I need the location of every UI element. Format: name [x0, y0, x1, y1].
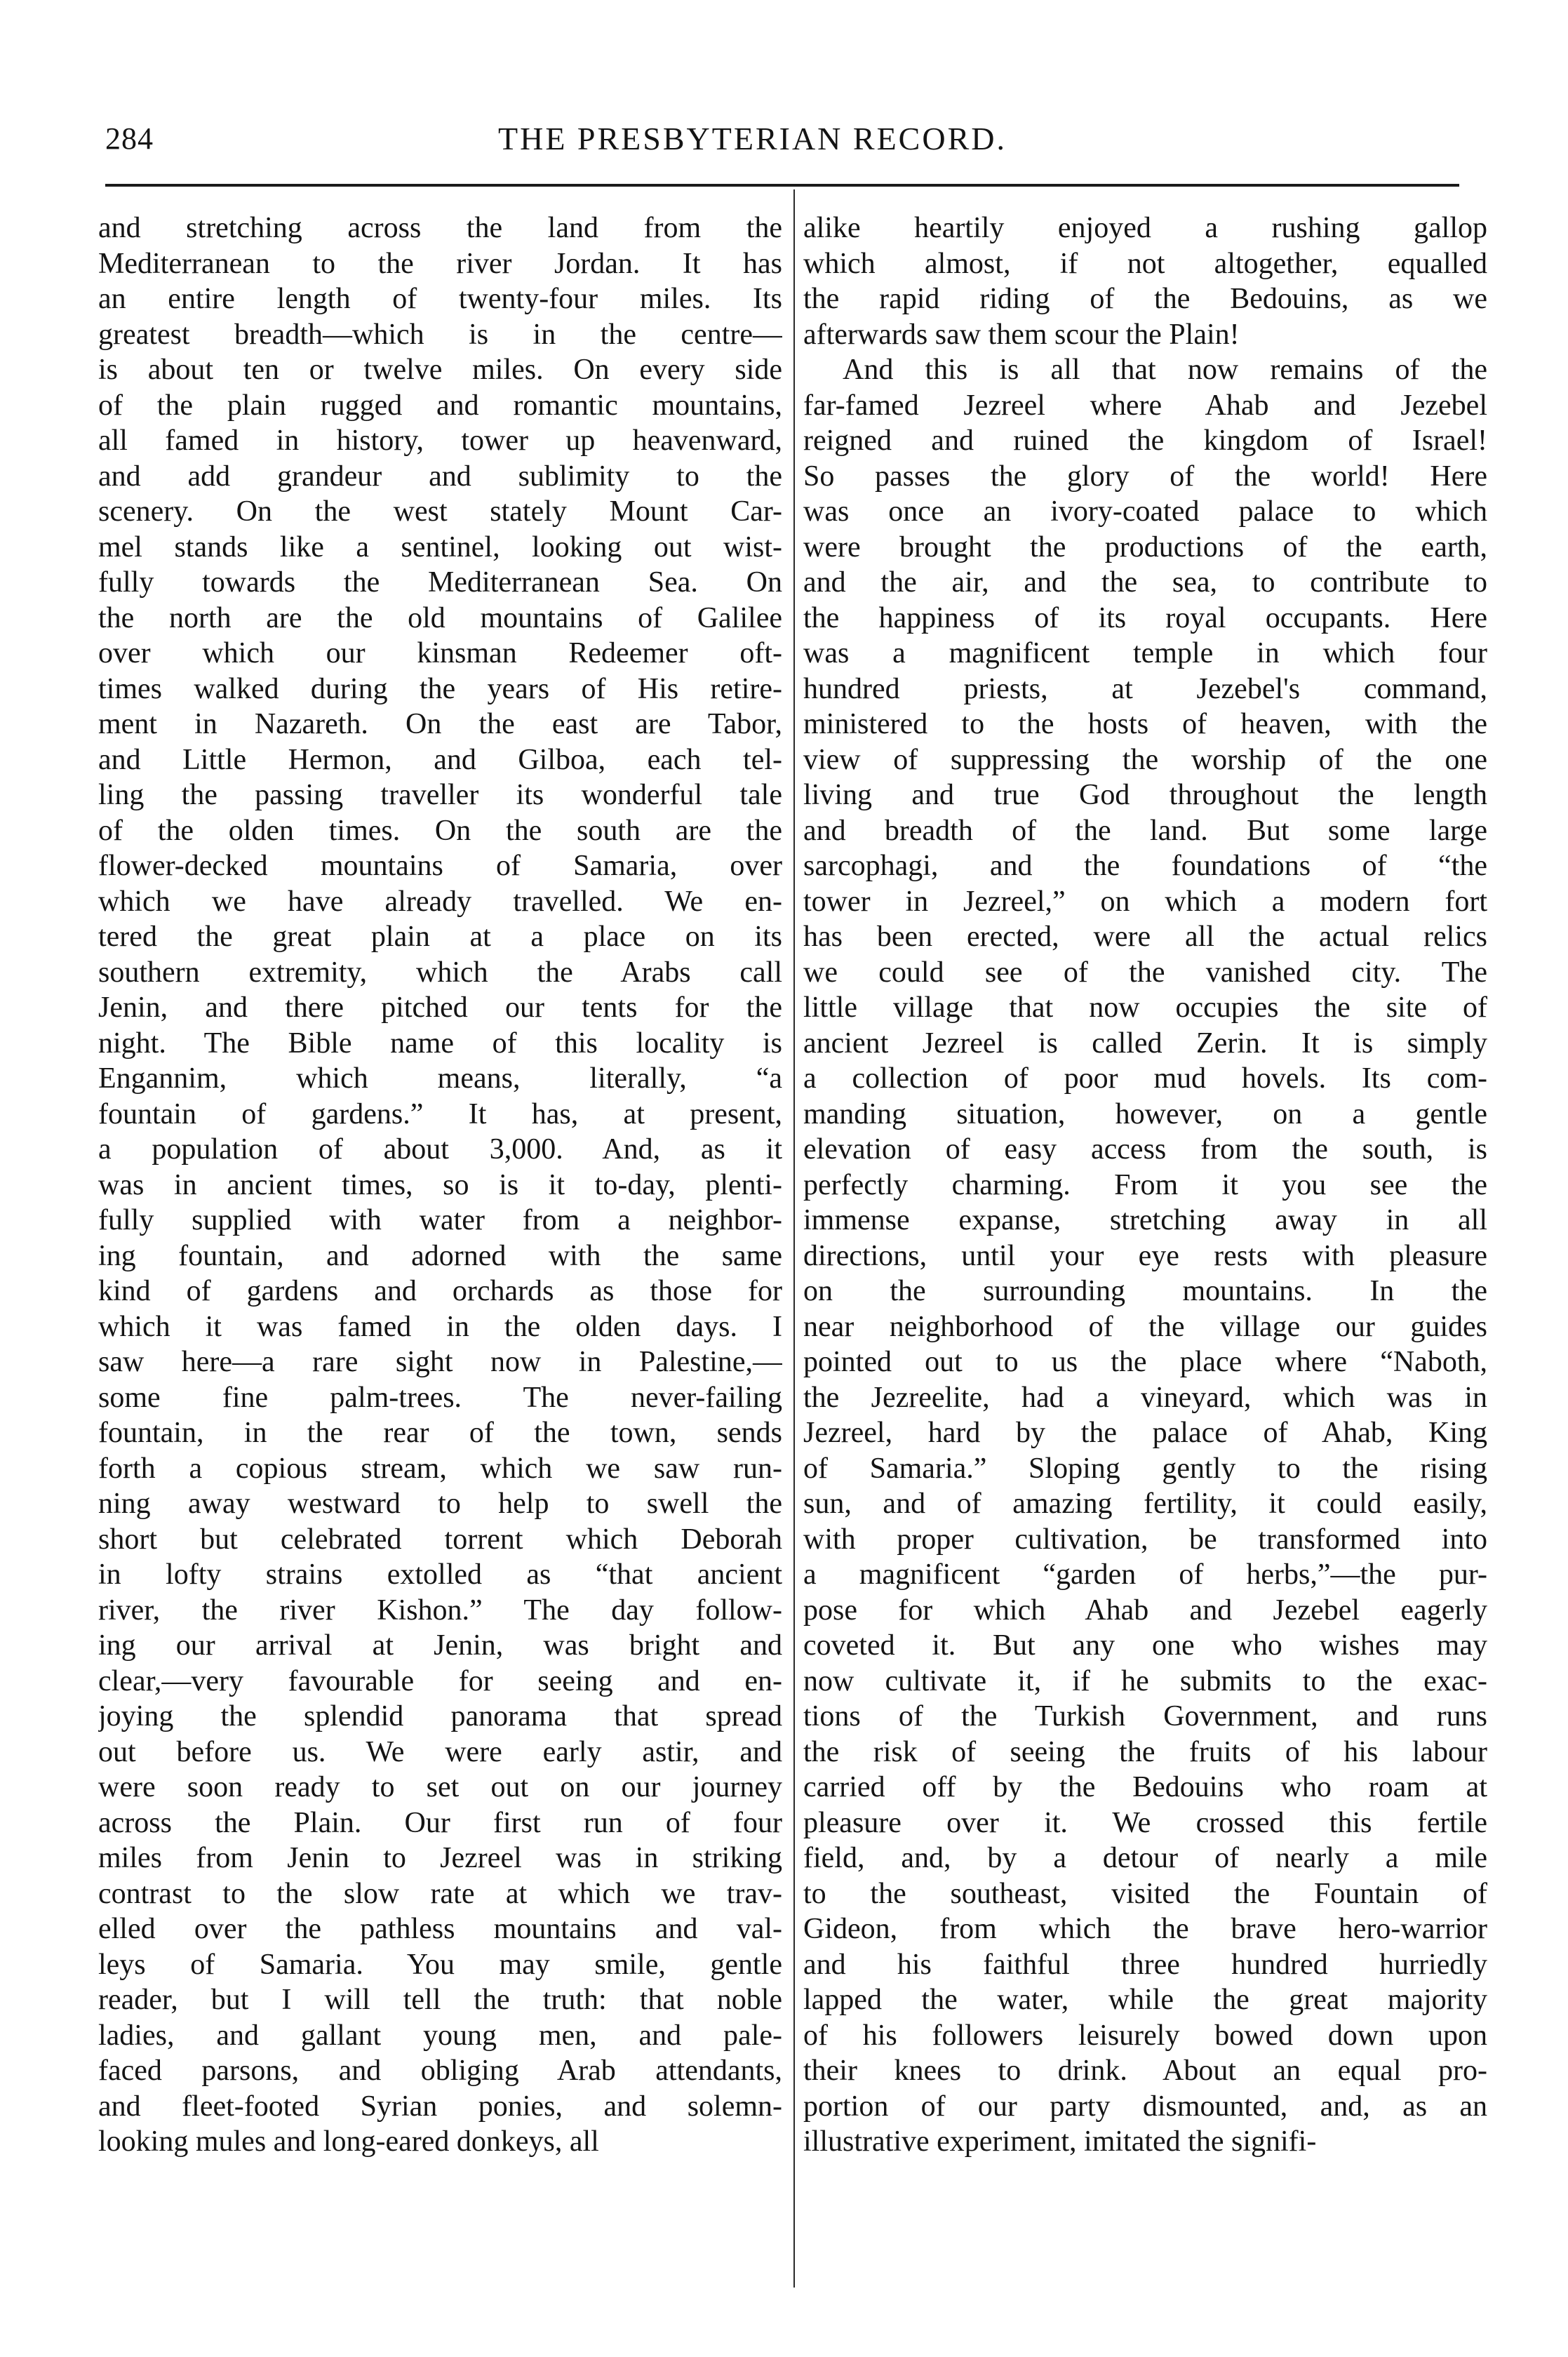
text-line: ing our arrival at Jenin, was bright and	[98, 1629, 782, 1662]
text-line: joying the splendid panorama that spread	[98, 1700, 782, 1732]
text-line: and fleet-footed Syrian ponies, and solemn-	[98, 2090, 782, 2123]
text-line: illustrative experiment, imitated the signifi-	[803, 2125, 1317, 2158]
text-line: Jezreel, hard by the palace of Ahab, King	[803, 1417, 1487, 1449]
text-line: view of suppressing the worship of the one	[803, 743, 1487, 776]
text-line: an entire length of twenty-four miles. Its	[98, 283, 782, 315]
text-line: fountain, in the rear of the town, sends	[98, 1417, 782, 1449]
text-line: coveted it. But any one who wishes may	[803, 1629, 1487, 1662]
text-line: ning away westward to help to swell the	[98, 1488, 782, 1520]
text-line: with proper cultivation, be transformed into	[803, 1523, 1487, 1556]
text-line: tered the great plain at a place on its	[98, 921, 782, 953]
text-line: little village that now occupies the site of	[803, 991, 1487, 1024]
text-line: elled over the pathless mountains and val-	[98, 1913, 782, 1945]
text-line: we could see of the vanished city. The	[803, 956, 1487, 989]
text-line: manding situation, however, on a gentle	[803, 1097, 1487, 1130]
text-line: and the air, and the sea, to contribute to	[803, 566, 1487, 599]
text-line: pointed out to us the place where “Naboth,	[803, 1346, 1487, 1378]
header-rule	[105, 184, 1459, 187]
text-line: a collection of poor mud hovels. Its com-	[803, 1062, 1487, 1095]
text-line: and stretching across the land from the	[98, 212, 782, 244]
text-line: fountain of gardens.” It has, at present,	[98, 1097, 782, 1130]
text-line: across the Plain. Our first run of four	[98, 1806, 782, 1839]
text-line: their knees to drink. About an equal pro-	[803, 2055, 1487, 2087]
text-line: of his followers leisurely bowed down upon	[803, 2019, 1487, 2052]
text-line: the north are the old mountains of Galilee	[98, 601, 782, 634]
text-line: looking mules and long-eared donkeys, all	[98, 2125, 599, 2158]
text-line: southern extremity, which the Arabs call	[98, 956, 782, 989]
text-line: reigned and ruined the kingdom of Israel!	[803, 425, 1487, 457]
text-line: the Jezreelite, had a vineyard, which was in	[803, 1381, 1487, 1414]
text-line: and add grandeur and sublimity to the	[98, 460, 782, 493]
text-line: was a magnificent temple in which four	[803, 637, 1487, 669]
text-line: fully supplied with water from a neighbor-	[98, 1204, 782, 1236]
text-line: tions of the Turkish Government, and runs	[803, 1700, 1487, 1732]
column-divider	[793, 189, 795, 2288]
text-line: pleasure over it. We crossed this fertile	[803, 1806, 1487, 1839]
text-line: in lofty strains extolled as “that ancient	[98, 1558, 782, 1591]
text-line: ladies, and gallant young men, and pale-	[98, 2019, 782, 2052]
text-line: ling the passing traveller its wonderful tale	[98, 779, 782, 811]
text-line: directions, until your eye rests with pleasure	[803, 1239, 1487, 1272]
text-line: fully towards the Mediterranean Sea. On	[98, 566, 782, 599]
text-line: were brought the productions of the earth,	[803, 530, 1487, 563]
text-line: near neighborhood of the village our guides	[803, 1310, 1487, 1343]
text-line: perfectly charming. From it you see the	[803, 1168, 1487, 1201]
text-line: which it was famed in the olden days. I	[98, 1310, 782, 1343]
text-line: pose for which Ahab and Jezebel eagerly	[803, 1594, 1487, 1627]
text-line: contrast to the slow rate at which we trav-	[98, 1877, 782, 1910]
text-line: far-famed Jezreel where Ahab and Jezebel	[803, 389, 1487, 422]
text-line: immense expanse, stretching away in all	[803, 1204, 1487, 1236]
text-line: of the plain rugged and romantic mountains,	[98, 389, 782, 422]
text-line: saw here—a rare sight now in Palestine,—	[98, 1346, 782, 1378]
page-number: 284	[105, 121, 154, 156]
text-line: night. The Bible name of this locality is	[98, 1027, 782, 1060]
text-line: forth a copious stream, which we saw run-	[98, 1452, 782, 1485]
text-line: And this is all that now remains of the	[843, 354, 1487, 386]
text-line: reader, but I will tell the truth: that noble	[98, 1984, 782, 2016]
page-header	[105, 118, 1438, 167]
text-line: some fine palm-trees. The never-failing	[98, 1381, 782, 1414]
text-line: and breadth of the land. But some large	[803, 814, 1487, 847]
text-line: Gideon, from which the brave hero-warrior	[803, 1913, 1487, 1945]
text-line: river, the river Kishon.” The day follow-	[98, 1594, 782, 1627]
text-line: and Little Hermon, and Gilboa, each tel-	[98, 743, 782, 776]
text-line: portion of our party dismounted, and, as an	[803, 2090, 1487, 2123]
text-line: were soon ready to set out on our journey	[98, 1771, 782, 1803]
text-line: which we have already travelled. We en-	[98, 885, 782, 918]
text-line: kind of gardens and orchards as those for	[98, 1275, 782, 1307]
text-line: times walked during the years of His retire-	[98, 672, 782, 705]
text-line: ment in Nazareth. On the east are Tabor,	[98, 708, 782, 740]
running-title: THE PRESBYTERIAN RECORD.	[498, 121, 1007, 156]
text-line: short but celebrated torrent which Deborah	[98, 1523, 782, 1556]
text-line: a magnificent “garden of herbs,”—the pur-	[803, 1558, 1487, 1591]
text-line: on the surrounding mountains. In the	[803, 1275, 1487, 1307]
text-line: of Samaria.” Sloping gently to the rising	[803, 1452, 1487, 1485]
text-line: Mediterranean to the river Jordan. It has	[98, 247, 782, 280]
text-line: scenery. On the west stately Mount Car-	[98, 495, 782, 528]
text-line: elevation of easy access from the south, is	[803, 1133, 1487, 1166]
text-line: flower-decked mountains of Samaria, over	[98, 850, 782, 882]
text-line: afterwards saw them scour the Plain!	[803, 318, 1240, 351]
text-line: ing fountain, and adorned with the same	[98, 1239, 782, 1272]
text-line: of the olden times. On the south are the	[98, 814, 782, 847]
text-line: over which our kinsman Redeemer oft-	[98, 637, 782, 669]
text-line: field, and, by a detour of nearly a mile	[803, 1842, 1487, 1874]
text-line: the happiness of its royal occupants. Here	[803, 601, 1487, 634]
text-line: was in ancient times, so is it to-day, plenti-	[98, 1168, 782, 1201]
text-line: Jenin, and there pitched our tents for the	[98, 991, 782, 1024]
text-line: clear,—very favourable for seeing and en-	[98, 1664, 782, 1697]
text-line: hundred priests, at Jezebel's command,	[803, 672, 1487, 705]
text-line: living and true God throughout the length	[803, 779, 1487, 811]
text-line: and his faithful three hundred hurriedly	[803, 1948, 1487, 1981]
text-line: sarcophagi, and the foundations of “the	[803, 850, 1487, 882]
text-line: was once an ivory-coated palace to which	[803, 495, 1487, 528]
text-line: leys of Samaria. You may smile, gentle	[98, 1948, 782, 1981]
text-line: tower in Jezreel,” on which a modern fort	[803, 885, 1487, 918]
text-line: alike heartily enjoyed a rushing gallop	[803, 212, 1487, 244]
text-line: to the southeast, visited the Fountain of	[803, 1877, 1487, 1910]
text-line: the risk of seeing the fruits of his labour	[803, 1735, 1487, 1768]
text-line: a population of about 3,000. And, as it	[98, 1133, 782, 1166]
text-line: Engannim, which means, literally, “a	[98, 1062, 782, 1095]
text-line: ancient Jezreel is called Zerin. It is simply	[803, 1027, 1487, 1060]
left-column	[98, 211, 782, 2309]
text-line: carried off by the Bedouins who roam at	[803, 1771, 1487, 1803]
text-line: now cultivate it, if he submits to the exac-	[803, 1664, 1487, 1697]
text-line: miles from Jenin to Jezreel was in striking	[98, 1842, 782, 1874]
text-line: is about ten or twelve miles. On every side	[98, 354, 782, 386]
text-line: has been erected, were all the actual relics	[803, 921, 1487, 953]
text-line: greatest breadth—which is in the centre—	[98, 318, 782, 351]
text-line: all famed in history, tower up heavenward,	[98, 425, 782, 457]
text-line: mel stands like a sentinel, looking out wist-	[98, 530, 782, 563]
text-line: lapped the water, while the great majority	[803, 1984, 1487, 2016]
right-column	[803, 211, 1487, 2309]
text-line: out before us. We were early astir, and	[98, 1735, 782, 1768]
text-line: the rapid riding of the Bedouins, as we	[803, 283, 1487, 315]
text-line: which almost, if not altogether, equalled	[803, 247, 1487, 280]
text-line: So passes the glory of the world! Here	[803, 460, 1487, 493]
text-line: faced parsons, and obliging Arab attendants,	[98, 2055, 782, 2087]
text-line: ministered to the hosts of heaven, with the	[803, 708, 1487, 740]
text-line: sun, and of amazing fertility, it could easily,	[803, 1488, 1487, 1520]
